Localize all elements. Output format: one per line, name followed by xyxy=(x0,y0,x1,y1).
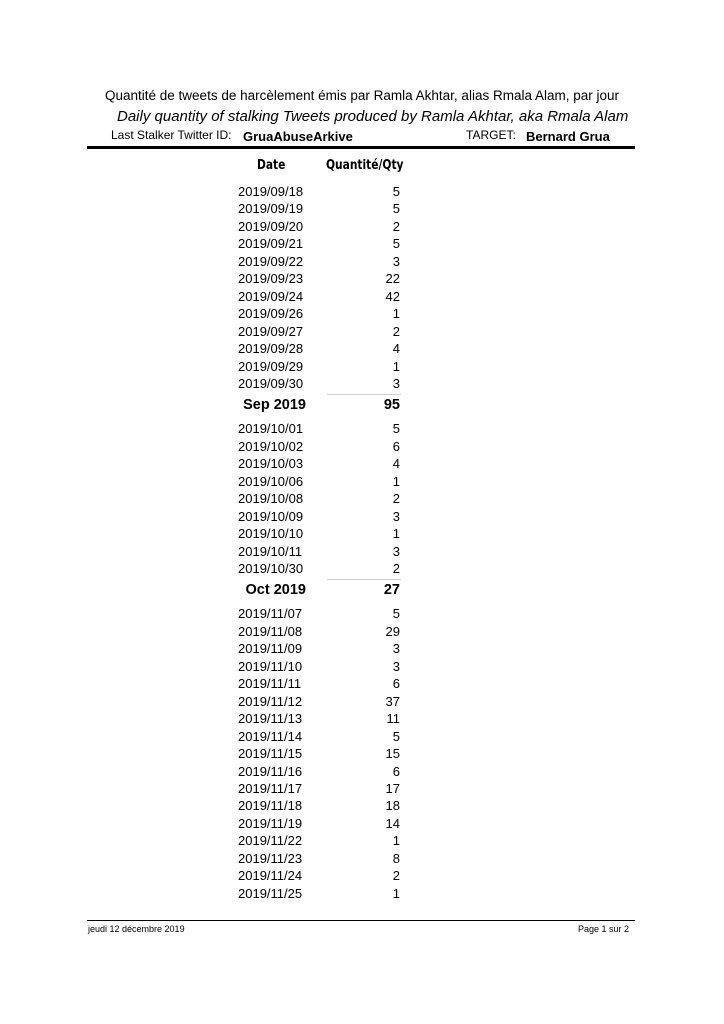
row-quantity: 5 xyxy=(392,201,400,217)
row-date: 2019/09/26 xyxy=(238,306,304,322)
row-quantity: 1 xyxy=(392,358,400,374)
row-date: 2019/10/11 xyxy=(238,543,303,559)
row-quantity: 1 xyxy=(392,306,400,322)
row-quantity: 5 xyxy=(392,184,400,199)
row-date: 2019/11/12 xyxy=(238,693,303,709)
row-quantity: 3 xyxy=(392,641,400,657)
row-quantity: 11 xyxy=(386,711,400,727)
month-subtotal-value: 27 xyxy=(383,582,400,599)
stalker-id-label: Last Stalker Twitter ID: xyxy=(111,128,232,142)
row-quantity: 5 xyxy=(392,728,400,744)
row-date: 2019/09/30 xyxy=(238,375,304,391)
row-quantity: 5 xyxy=(392,236,400,252)
row-quantity: 5 xyxy=(392,421,400,437)
row-quantity: 4 xyxy=(392,456,400,472)
row-date: 2019/11/10 xyxy=(238,658,303,674)
row-quantity: 2 xyxy=(392,218,400,234)
row-quantity: 5 xyxy=(392,606,400,622)
row-quantity: 4 xyxy=(392,341,400,357)
row-date: 2019/11/07 xyxy=(238,606,303,622)
row-date: 2019/10/03 xyxy=(238,456,304,472)
row-date: 2019/11/14 xyxy=(238,728,303,744)
row-date: 2019/10/01 xyxy=(238,421,304,437)
row-date: 2019/11/24 xyxy=(238,868,303,884)
report-title-english: Daily quantity of stalking Tweets produced by Ramla Akhtar, aka Rmala Alam xyxy=(117,108,629,125)
row-date: 2019/11/16 xyxy=(238,763,303,779)
row-quantity: 29 xyxy=(385,623,400,639)
row-date: 2019/11/13 xyxy=(238,711,303,727)
row-quantity: 3 xyxy=(392,543,400,559)
target-value: Bernard Grua xyxy=(526,129,610,144)
row-date: 2019/10/06 xyxy=(238,473,304,489)
row-quantity: 22 xyxy=(385,271,400,287)
stalker-id-value: GruaAbuseArkive xyxy=(243,129,353,144)
row-quantity: 2 xyxy=(392,561,400,576)
month-subtotal-label: Sep 2019 xyxy=(243,397,306,414)
row-quantity: 1 xyxy=(392,526,400,542)
row-date: 2019/11/09 xyxy=(238,641,303,657)
target-label: TARGET: xyxy=(466,128,516,142)
row-quantity: 1 xyxy=(392,885,400,901)
row-date: 2019/11/25 xyxy=(238,885,303,901)
row-quantity: 17 xyxy=(385,780,400,796)
row-quantity: 6 xyxy=(392,438,400,454)
row-quantity: 14 xyxy=(385,815,400,831)
row-date: 2019/11/18 xyxy=(238,798,303,814)
row-date: 2019/09/21 xyxy=(238,236,304,252)
row-date: 2019/11/08 xyxy=(238,623,303,639)
column-header-date: Date xyxy=(257,158,286,173)
row-date: 2019/09/20 xyxy=(238,218,304,234)
month-subtotal-label: Oct 2019 xyxy=(245,582,306,599)
row-date: 2019/09/24 xyxy=(238,288,304,304)
row-date: 2019/09/29 xyxy=(238,358,304,374)
row-date: 2019/09/19 xyxy=(238,201,304,217)
row-quantity: 6 xyxy=(392,676,400,692)
report-title-french: Quantité de tweets de harcèlement émis par Ramla Akhtar, alias Rmala Alam, par jour xyxy=(105,88,619,103)
row-date: 2019/11/15 xyxy=(238,746,303,762)
footer-date: jeudi 12 décembre 2019 xyxy=(88,924,185,934)
row-quantity: 18 xyxy=(385,798,400,814)
column-header-quantity: Quantité/Qty xyxy=(326,158,404,173)
row-quantity: 1 xyxy=(392,473,400,489)
row-quantity: 6 xyxy=(392,763,400,779)
row-date: 2019/11/17 xyxy=(238,780,303,796)
subtotal-divider xyxy=(327,579,401,580)
row-quantity: 42 xyxy=(385,288,400,304)
row-date: 2019/10/30 xyxy=(238,561,304,576)
row-date: 2019/09/28 xyxy=(238,341,304,357)
row-quantity: 15 xyxy=(385,746,400,762)
month-subtotal-value: 95 xyxy=(383,397,400,414)
footer-page-number: Page 1 sur 2 xyxy=(578,924,630,934)
subtotal-divider xyxy=(327,394,401,395)
row-quantity: 2 xyxy=(392,491,400,507)
row-quantity: 3 xyxy=(392,253,400,269)
row-date: 2019/10/08 xyxy=(238,491,304,507)
row-quantity: 2 xyxy=(392,323,400,339)
row-quantity: 1 xyxy=(392,833,400,849)
row-quantity: 2 xyxy=(392,868,400,884)
row-date: 2019/10/10 xyxy=(238,526,304,542)
row-date: 2019/09/18 xyxy=(238,184,304,199)
row-date: 2019/11/19 xyxy=(238,815,303,831)
row-quantity: 3 xyxy=(392,375,400,391)
row-date: 2019/09/27 xyxy=(238,323,304,339)
row-quantity: 8 xyxy=(392,850,400,866)
row-date: 2019/11/23 xyxy=(238,850,303,866)
row-date: 2019/10/09 xyxy=(238,508,304,524)
row-quantity: 37 xyxy=(385,693,400,709)
row-date: 2019/09/22 xyxy=(238,253,304,269)
row-date: 2019/11/22 xyxy=(238,833,303,849)
footer-divider xyxy=(87,920,635,921)
row-quantity: 3 xyxy=(392,658,400,674)
row-date: 2019/09/23 xyxy=(238,271,304,287)
row-date: 2019/10/02 xyxy=(238,438,304,454)
row-quantity: 3 xyxy=(392,508,400,524)
row-date: 2019/11/11 xyxy=(238,676,302,692)
